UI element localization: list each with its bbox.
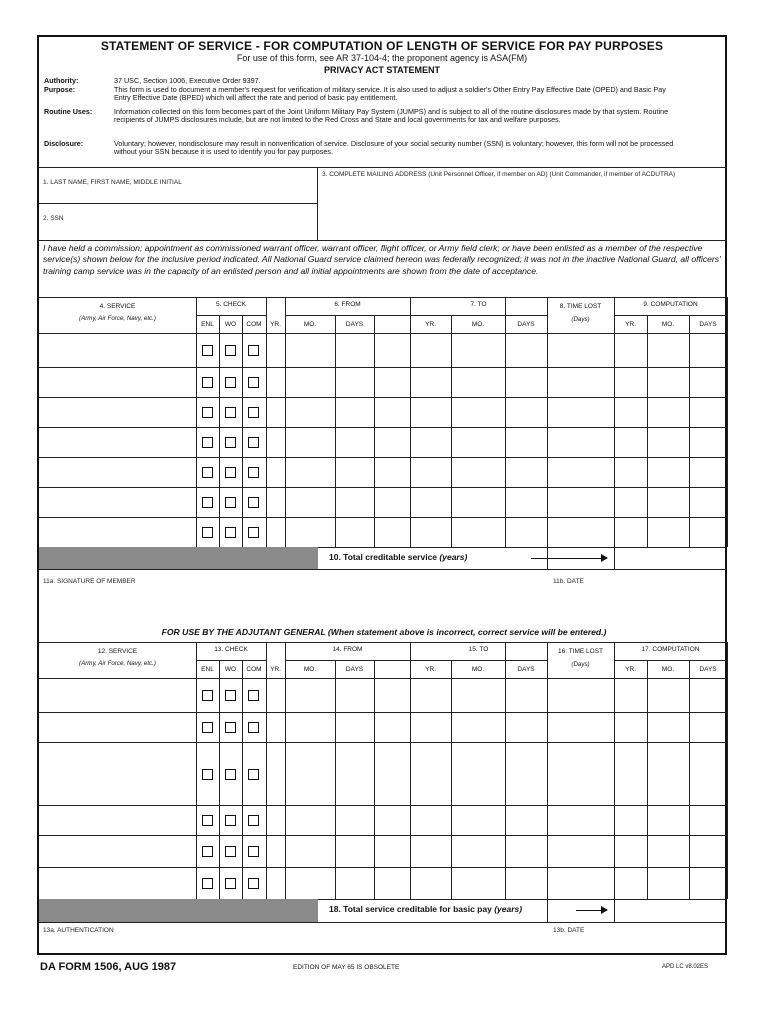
commissioned-checkbox[interactable]	[248, 722, 259, 733]
date-col-header: YR.	[425, 666, 436, 673]
table-rule	[285, 660, 547, 661]
warrant-officer-checkbox[interactable]	[225, 437, 236, 448]
commissioned-checkbox[interactable]	[248, 815, 259, 826]
privacy-act-title: PRIVACY ACT STATEMENT	[323, 65, 440, 75]
edition-note: EDITION OF MAY 65 IS OBSOLETE	[293, 964, 400, 971]
date-col-header: DAYS	[345, 666, 364, 673]
total-years-field[interactable]	[615, 901, 725, 920]
warrant-officer-checkbox[interactable]	[225, 878, 236, 889]
table-rule	[39, 569, 727, 570]
enlisted-checkbox[interactable]	[202, 846, 213, 857]
date-col-header: YR.	[270, 666, 281, 673]
table-rule	[242, 660, 243, 899]
enlisted-checkbox[interactable]	[202, 815, 213, 826]
time-lost-subheader: (Days)	[571, 661, 590, 668]
total-label	[329, 904, 522, 914]
commissioned-checkbox[interactable]	[248, 407, 259, 418]
privacy-purpose-text: This form is used to document a member's request for verification of military service. It is also used to adjust a soldier's Other Entry Pay Effective Date (OPED) and Basic Pay Entry Effective Date (BPED) which will affect the rate and period of basic pay entitlement.	[114, 85, 666, 103]
table-rule	[727, 642, 728, 899]
ssn-field[interactable]: 2. SSN	[43, 215, 64, 222]
form-title: STATEMENT OF SERVICE - FOR COMPUTATION OF LENGTH OF SERVICE FOR PAY PURPOSES	[100, 39, 664, 53]
table-rule	[547, 297, 548, 547]
privacy-authority-text: 37 USC, Section 1006, Executive Order 9397.	[114, 76, 261, 85]
service-header: 4. SERVICE	[99, 303, 136, 310]
date-col-header: DAYS	[517, 321, 535, 328]
privacy-disclosure-label: Disclosure:	[44, 139, 84, 148]
enlisted-checkbox[interactable]	[202, 690, 213, 701]
warrant-officer-checkbox[interactable]	[225, 769, 236, 780]
table-rule	[505, 297, 506, 547]
table-rule	[335, 660, 336, 899]
table-rule	[647, 660, 648, 899]
table-rule	[266, 642, 267, 899]
check-col-header: WO	[224, 666, 237, 673]
total-label-units: (years)	[494, 904, 523, 914]
total-label-units: (years)	[439, 552, 468, 562]
table-rule	[285, 315, 547, 316]
enlisted-checkbox[interactable]	[202, 878, 213, 889]
divider	[39, 167, 727, 168]
enlisted-checkbox[interactable]	[202, 407, 213, 418]
form-number: DA FORM 1506, AUG 1987	[40, 961, 177, 973]
table-rule	[374, 660, 375, 899]
divider	[39, 240, 727, 241]
check-col-header: WO	[224, 321, 237, 328]
date-col-header: YR.	[425, 321, 436, 328]
commissioned-checkbox[interactable]	[248, 437, 259, 448]
commissioned-checkbox[interactable]	[248, 846, 259, 857]
date-col-header: YR.	[270, 321, 281, 328]
date-col-header: DAYS	[699, 666, 717, 673]
warrant-officer-checkbox[interactable]	[225, 722, 236, 733]
warrant-officer-checkbox[interactable]	[225, 497, 236, 508]
table-rule	[451, 315, 452, 547]
table-rule	[689, 660, 690, 899]
check-col-header: ENL	[201, 666, 214, 673]
commissioned-checkbox[interactable]	[248, 527, 259, 538]
total-label	[329, 552, 467, 562]
table-rule	[39, 805, 727, 806]
date-col-header: DAYS	[517, 666, 535, 673]
date-col-header: MO.	[471, 321, 485, 328]
table-rule	[219, 660, 220, 899]
table-rule	[219, 315, 220, 547]
table-rule	[614, 315, 727, 316]
warrant-officer-checkbox[interactable]	[225, 690, 236, 701]
table-rule	[335, 315, 336, 547]
warrant-officer-checkbox[interactable]	[225, 846, 236, 857]
table-rule	[285, 297, 286, 547]
table-rule	[39, 397, 727, 398]
table-rule	[39, 642, 727, 643]
commissioned-checkbox[interactable]	[248, 467, 259, 478]
date-col-header: MO.	[303, 321, 317, 328]
time-lost-subheader: (Days)	[571, 316, 590, 323]
commissioned-checkbox[interactable]	[248, 878, 259, 889]
enlisted-checkbox[interactable]	[202, 527, 213, 538]
table-rule	[727, 297, 728, 547]
form-code: APD LC v8.02ES	[662, 964, 709, 970]
table-rule	[285, 642, 286, 899]
name-field[interactable]: 1. LAST NAME, FIRST NAME, MIDDLE INITIAL	[43, 179, 182, 186]
enlisted-checkbox[interactable]	[202, 722, 213, 733]
table-rule	[614, 642, 615, 899]
divider	[39, 203, 317, 204]
time-lost-header: 8. TIME LOST	[559, 303, 602, 310]
enlisted-checkbox[interactable]	[202, 769, 213, 780]
table-rule	[39, 367, 727, 368]
check-col-header: ENL	[201, 321, 214, 328]
table-rule	[614, 660, 727, 661]
table-rule	[39, 333, 727, 334]
table-rule	[39, 457, 727, 458]
service-subheader: (Army, Air Force, Navy, etc.)	[79, 315, 156, 322]
warrant-officer-checkbox[interactable]	[225, 815, 236, 826]
computation-header: 17. COMPUTATION	[641, 646, 700, 653]
shaded-area	[39, 547, 318, 569]
check-col-header: COM	[246, 666, 262, 673]
table-rule	[505, 642, 506, 899]
privacy-disclosure-text: Voluntary; however, nondisclosure may result in nonverification of service. Disclosure of your social security number (SSN) is voluntary; however, this form will not be processed without your SSN because it is used to identify you for pay purposes.	[114, 139, 674, 157]
total-arrow-icon	[576, 910, 606, 911]
commissioned-checkbox[interactable]	[248, 769, 259, 780]
shaded-area	[39, 899, 318, 922]
enlisted-checkbox[interactable]	[202, 345, 213, 356]
enlisted-checkbox[interactable]	[202, 467, 213, 478]
divider	[317, 167, 318, 240]
table-rule	[242, 315, 243, 547]
table-rule	[374, 315, 375, 547]
commissioned-checkbox[interactable]	[248, 690, 259, 701]
authentication-date-field[interactable]: 13b. DATE	[553, 927, 585, 934]
check-header: 13. CHECK	[214, 646, 248, 653]
address-field[interactable]: 3. COMPLETE MAILING ADDRESS (Unit Personnel Officer, if member on AD) (Unit Commander, if member of ACDUTRA)	[322, 171, 676, 178]
table-rule	[39, 867, 727, 868]
to-header: 15. TO	[468, 646, 489, 653]
from-header: 6. FROM	[334, 301, 361, 308]
commissioned-checkbox[interactable]	[248, 345, 259, 356]
warrant-officer-checkbox[interactable]	[225, 407, 236, 418]
table-rule	[39, 742, 727, 743]
warrant-officer-checkbox[interactable]	[225, 527, 236, 538]
table-rule	[410, 297, 411, 547]
table-rule	[196, 642, 197, 899]
service-subheader: (Army, Air Force, Navy, etc.)	[79, 660, 156, 667]
date-col-header: DAYS	[699, 321, 717, 328]
privacy-routine-text: Information collected on this form becomes part of the Joint Uniform Military Pay System (JUMPS) and is subject to all of the routine disclosures made by that system. Routine recipients of JUMPS disclosures include, but are not limited to the Red Cross and State and local governments for tax and welfare purposes.	[114, 107, 669, 125]
commissioned-checkbox[interactable]	[248, 377, 259, 388]
date-col-header: YR.	[625, 666, 636, 673]
enlisted-checkbox[interactable]	[202, 497, 213, 508]
privacy-authority-label: Authority:	[44, 76, 79, 85]
enlisted-checkbox[interactable]	[202, 437, 213, 448]
authentication-field[interactable]: 13a. AUTHENTICATION	[43, 927, 114, 934]
table-rule	[196, 297, 197, 547]
adjutant-general-heading: FOR USE BY THE ADJUTANT GENERAL (When statement above is incorrect, correct service will be entered.)	[161, 627, 607, 637]
table-rule	[547, 899, 548, 922]
date-col-header: MO.	[661, 666, 675, 673]
table-rule	[689, 315, 690, 547]
check-header: 5. CHECK	[216, 301, 246, 308]
privacy-purpose-label: Purpose:	[44, 85, 76, 94]
table-rule	[547, 642, 548, 899]
table-rule	[196, 660, 266, 661]
table-rule	[39, 427, 727, 428]
certification-statement: I have held a commission; appointment as commissioned warrant officer, warrant officer, flight officer, or Army field clerk; or have been enlisted as a member of the respective service(s) shown below for the inclusive period indicated. All National Guard service claimed hereon was federally recognized; it was not in the inactive National Guard, all officers' training camp service was in the capacity of an enlisted person and all initial appointments are shown from the date of acceptance.	[43, 243, 721, 276]
table-rule	[647, 315, 648, 547]
computation-header: 9. COMPUTATION	[643, 301, 698, 308]
warrant-officer-checkbox[interactable]	[225, 467, 236, 478]
warrant-officer-checkbox[interactable]	[225, 377, 236, 388]
service-header: 12. SERVICE	[97, 648, 138, 655]
total-years-field[interactable]	[615, 549, 725, 567]
total-label-text: 18. Total service creditable for basic pay	[329, 904, 492, 914]
enlisted-checkbox[interactable]	[202, 377, 213, 388]
privacy-routine-label: Routine Uses:	[44, 107, 93, 116]
date-col-header: YR.	[625, 321, 636, 328]
table-rule	[39, 712, 727, 713]
table-rule	[196, 315, 266, 316]
form-frame	[37, 35, 727, 955]
table-rule	[39, 922, 727, 923]
date-col-header: MO.	[661, 321, 675, 328]
table-rule	[451, 660, 452, 899]
form-subtitle: For use of this form, see AR 37-104-4; the proponent agency is ASA(FM)	[236, 53, 528, 63]
warrant-officer-checkbox[interactable]	[225, 345, 236, 356]
table-rule	[39, 487, 727, 488]
table-rule	[39, 835, 727, 836]
table-rule	[39, 297, 727, 298]
table-rule	[410, 642, 411, 899]
from-header: 14. FROM	[332, 646, 363, 653]
table-rule	[614, 297, 615, 547]
to-header: 7. TO	[470, 301, 487, 308]
time-lost-header: 16. TIME LOST	[557, 648, 604, 655]
date-col-header: DAYS	[345, 321, 364, 328]
date-col-header: MO.	[471, 666, 485, 673]
member-date-field[interactable]: 11b. DATE	[553, 578, 584, 585]
commissioned-checkbox[interactable]	[248, 497, 259, 508]
table-rule	[39, 517, 727, 518]
table-rule	[266, 297, 267, 547]
total-label-text: 10. Total creditable service	[329, 552, 438, 562]
date-col-header: MO.	[303, 666, 317, 673]
member-signature-field[interactable]: 11a. SIGNATURE OF MEMBER	[43, 578, 136, 585]
total-arrow-icon	[531, 558, 606, 559]
check-col-header: COM	[246, 321, 262, 328]
table-rule	[39, 678, 727, 679]
